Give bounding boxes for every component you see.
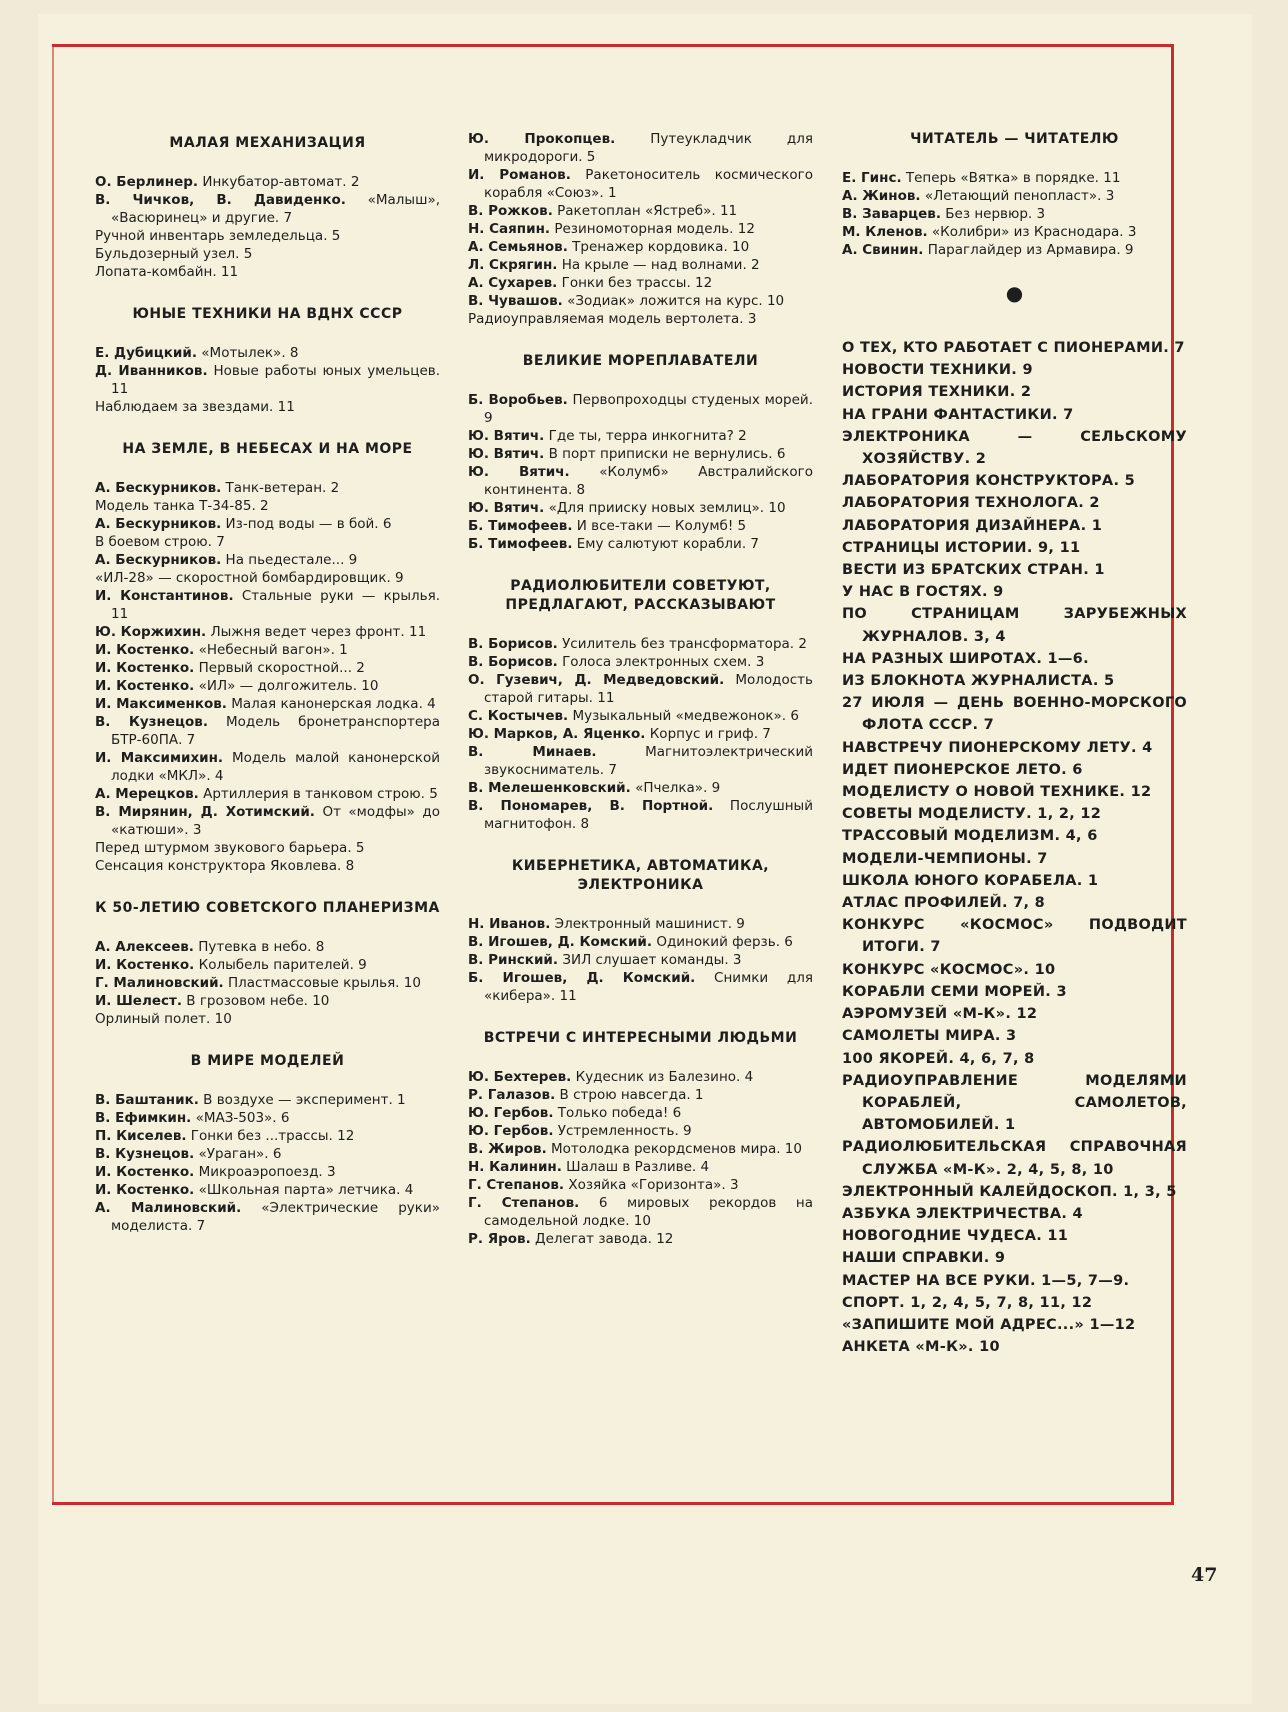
index-entry bbox=[468, 1122, 813, 1140]
entry-title: Ракетоплан «Ястреб». 11 bbox=[557, 203, 738, 219]
entry-author: Г. Малиновский. bbox=[95, 975, 224, 991]
section-entries bbox=[95, 479, 440, 875]
rubric-item: ТРАССОВЫЙ МОДЕЛИЗМ. 4, 6 bbox=[842, 828, 1098, 845]
section-title: МАЛАЯ МЕХАНИЗАЦИЯ bbox=[169, 135, 366, 151]
rubric-item: НАШИ СПРАВКИ. 9 bbox=[842, 1250, 1006, 1267]
index-entry bbox=[468, 427, 813, 445]
section-entries bbox=[95, 173, 440, 281]
rubric-item: МАСТЕР НА ВСЕ РУКИ. 1—5, 7—9. bbox=[842, 1272, 1130, 1289]
entry-author: В. Чичков, В. Давиденко. bbox=[95, 192, 346, 208]
entry-author: Ю. Прокопцев. bbox=[468, 131, 616, 147]
entry-author: Г. Степанов. bbox=[468, 1195, 580, 1211]
entry-author: В. Пономарев, В. Портной. bbox=[468, 798, 714, 814]
entry-author: Н. Калинин. bbox=[468, 1159, 562, 1175]
entry-title: На крыле — над волнами. 2 bbox=[561, 257, 760, 273]
rubric-item: ЭЛЕКТРОННЫЙ КАЛЕЙДОСКОП. 1, 3, 5 bbox=[842, 1183, 1177, 1200]
index-entry bbox=[95, 857, 440, 875]
rubric-item: АНКЕТА «М-К». 10 bbox=[842, 1339, 1000, 1356]
index-entry bbox=[95, 1109, 440, 1127]
rubric-item: НА РАЗНЫХ ШИРОТАХ. 1—6. bbox=[842, 650, 1089, 667]
rubric-list bbox=[842, 337, 1187, 1358]
rubric-item: ПО СТРАНИЦАМ ЗАРУБЕЖНЫХ ЖУРНАЛОВ. 3, 4 bbox=[842, 606, 1187, 645]
index-entry bbox=[842, 187, 1187, 205]
entry-title: Перед штурмом звукового барьера. 5 bbox=[95, 840, 365, 856]
index-entry bbox=[468, 445, 813, 463]
entry-title: Ручной инвентарь земледельца. 5 bbox=[95, 228, 341, 244]
entry-author: Р. Галазов. bbox=[468, 1087, 556, 1103]
section-title: РАДИОЛЮБИТЕЛИ СОВЕТУЮТ, ПРЕДЛАГАЮТ, РАССКАЗЫВАЮТ bbox=[505, 578, 776, 613]
entry-author: Ю. Вятич. bbox=[468, 446, 545, 462]
rubric-item: РАДИОУПРАВЛЕНИЕ МОДЕЛЯМИ КОРАБЛЕЙ, САМОЛЕТОВ, АВТОМОБИЛЕЙ. 1 bbox=[842, 1072, 1187, 1134]
index-entry bbox=[468, 274, 813, 292]
entry-title: Делегат завода. 12 bbox=[535, 1231, 674, 1247]
index-entry bbox=[95, 1163, 440, 1181]
entry-author: Е. Дубицкий. bbox=[95, 345, 197, 361]
entry-title: «ИЛ» — долгожитель. 10 bbox=[198, 678, 379, 694]
frame-left-line bbox=[52, 44, 54, 1504]
index-entry bbox=[95, 749, 440, 785]
entry-title: В строю навсегда. 1 bbox=[559, 1087, 704, 1103]
entry-title: Тренажер кордовика. 10 bbox=[572, 239, 750, 255]
rubric-item: КОРАБЛИ СЕМИ МОРЕЙ. 3 bbox=[842, 983, 1067, 1000]
entry-author: Ю. Вятич. bbox=[468, 500, 545, 516]
entry-title: Из-под воды — в бой. 6 bbox=[225, 516, 392, 532]
entry-author: Б. Тимофеев. bbox=[468, 536, 573, 552]
entry-author: Г. Степанов. bbox=[468, 1177, 565, 1193]
index-entry bbox=[95, 659, 440, 677]
entry-title: 6 мировых рекордов на самодельной лодке. 10 bbox=[484, 1195, 813, 1229]
index-entry bbox=[95, 956, 440, 974]
index-entry bbox=[468, 1158, 813, 1176]
entry-author: Ю. Вятич. bbox=[468, 464, 570, 480]
entry-author: И. Романов. bbox=[468, 167, 571, 183]
entry-author: С. Костычев. bbox=[468, 708, 569, 724]
section-title: ЮНЫЕ ТЕХНИКИ НА ВДНХ СССР bbox=[132, 306, 403, 322]
entry-author: В. Чувашов. bbox=[468, 293, 563, 309]
index-entry bbox=[468, 707, 813, 725]
index-entry bbox=[468, 517, 813, 535]
entry-author: В. Игошев, Д. Комский. bbox=[468, 934, 653, 950]
entry-title: Модель бронетранспортера БТР-60ПА. 7 bbox=[111, 714, 440, 748]
entry-author: И. Костенко. bbox=[95, 642, 195, 658]
entry-author: А. Алексеев. bbox=[95, 939, 194, 955]
entry-author: В. Борисов. bbox=[468, 636, 558, 652]
entry-author: Б. Тимофеев. bbox=[468, 518, 573, 534]
index-entry bbox=[95, 1199, 440, 1235]
section-title: ВСТРЕЧИ С ИНТЕРЕСНЫМИ ЛЮДЬМИ bbox=[483, 1030, 798, 1046]
rubric-item: КОНКУРС «КОСМОС» ПОДВОДИТ ИТОГИ. 7 bbox=[842, 917, 1187, 956]
entry-author: Б. Воробьев. bbox=[468, 392, 568, 408]
entry-author: И. Костенко. bbox=[95, 678, 195, 694]
entry-title: Новые работы юных умельцев. 11 bbox=[111, 363, 441, 397]
index-entry bbox=[95, 695, 440, 713]
entry-author: В. Мелешенковский. bbox=[468, 780, 631, 796]
entry-author: Ю. Бехтерев. bbox=[468, 1069, 572, 1085]
rubric-item: ШКОЛА ЮНОГО КОРАБЕЛА. 1 bbox=[842, 872, 1099, 889]
entry-title: Гонки без ...трассы. 12 bbox=[190, 1128, 355, 1144]
divider-dot: ● bbox=[1005, 281, 1024, 305]
entry-title: Лопата-комбайн. 11 bbox=[95, 264, 239, 280]
rubric-item: 27 ИЮЛЯ — ДЕНЬ ВОЕННО-МОРСКОГО ФЛОТА СССР. 7 bbox=[842, 695, 1187, 734]
section-entries bbox=[95, 344, 440, 416]
rubric-item: АЗБУКА ЭЛЕКТРИЧЕСТВА. 4 bbox=[842, 1205, 1083, 1222]
index-entry bbox=[95, 263, 440, 281]
entry-title: Пластмассовые крылья. 10 bbox=[227, 975, 421, 991]
entry-title: Лыжня ведет через фронт. 11 bbox=[210, 624, 427, 640]
entry-author: И. Максимихин. bbox=[95, 750, 224, 766]
index-entry bbox=[95, 344, 440, 362]
entry-title: Голоса электронных схем. 3 bbox=[562, 654, 765, 670]
entry-author: О. Берлинер. bbox=[95, 174, 199, 190]
rubric-item: 100 ЯКОРЕЙ. 4, 6, 7, 8 bbox=[842, 1050, 1035, 1067]
entry-title: Резиномоторная модель. 12 bbox=[554, 221, 755, 237]
index-entry bbox=[95, 623, 440, 641]
entry-title: «Малыш», «Васюринец» и другие. 7 bbox=[111, 192, 440, 226]
rubric-item: САМОЛЕТЫ МИРА. 3 bbox=[842, 1028, 1017, 1045]
entry-title: Только победа! 6 bbox=[557, 1105, 682, 1121]
index-entry bbox=[468, 1068, 813, 1086]
index-entry bbox=[95, 1010, 440, 1028]
index-entry bbox=[468, 743, 813, 779]
rubric-item: СПОРТ. 1, 2, 4, 5, 7, 8, 11, 12 bbox=[842, 1294, 1093, 1311]
entry-title: Орлиный полет. 10 bbox=[95, 1011, 232, 1027]
entry-author: Ю. Вятич. bbox=[468, 428, 545, 444]
index-entry bbox=[95, 533, 440, 551]
section-title: В МИРЕ МОДЕЛЕЙ bbox=[190, 1053, 345, 1069]
index-entry bbox=[468, 166, 813, 202]
entry-title: Радиоуправляемая модель вертолета. 3 bbox=[468, 311, 757, 327]
section-title: К 50-ЛЕТИЮ СОВЕТСКОГО ПЛАНЕРИЗМА bbox=[95, 900, 440, 916]
entry-author: Е. Гинс. bbox=[842, 170, 902, 186]
index-entry bbox=[468, 797, 813, 833]
entry-title: Послушный магнитофон. 8 bbox=[484, 798, 813, 832]
entry-title: Первый скоростной... 2 bbox=[198, 660, 365, 676]
entry-title: Магнитоэлектрический звукосниматель. 7 bbox=[484, 744, 813, 778]
index-entry bbox=[95, 1091, 440, 1109]
rubric-item: «ЗАПИШИТЕ МОЙ АДРЕС...» 1—12 bbox=[842, 1316, 1136, 1333]
index-entry bbox=[95, 497, 440, 515]
index-entry bbox=[95, 227, 440, 245]
entry-title: Молодость старой гитары. 11 bbox=[484, 672, 813, 706]
index-entry bbox=[468, 933, 813, 951]
entry-title: «Мотылек». 8 bbox=[201, 345, 299, 361]
entry-author: А. Жинов. bbox=[842, 188, 921, 204]
index-entry bbox=[468, 1194, 813, 1230]
section-entries bbox=[468, 130, 813, 328]
entry-author: В. Ефимкин. bbox=[95, 1110, 192, 1126]
entry-title: Наблюдаем за звездами. 11 bbox=[95, 399, 295, 415]
entry-title: Шалаш в Разливе. 4 bbox=[566, 1159, 710, 1175]
section-title: ВЕЛИКИЕ МОРЕПЛАВАТЕЛИ bbox=[522, 353, 759, 369]
index-entry bbox=[95, 515, 440, 533]
rubric-item: ЛАБОРАТОРИЯ ДИЗАЙНЕРА. 1 bbox=[842, 517, 1103, 534]
entry-author: Б. Игошев, Д. Комский. bbox=[468, 970, 696, 986]
section-title: ЧИТАТЕЛЬ — ЧИТАТЕЛЮ bbox=[910, 131, 1119, 147]
index-entry bbox=[468, 391, 813, 427]
entry-title: Теперь «Вятка» в порядке. 11 bbox=[905, 170, 1121, 186]
entry-author: А. Бескурников. bbox=[95, 480, 222, 496]
column-2 bbox=[468, 130, 813, 1272]
entry-author: А. Мерецков. bbox=[95, 786, 199, 802]
rubric-item: НОВОСТИ ТЕХНИКИ. 9 bbox=[842, 362, 1033, 379]
entry-author: В. Жиров. bbox=[468, 1141, 547, 1157]
entry-title: Артиллерия в танковом строю. 5 bbox=[203, 786, 438, 802]
entry-title: «Колибри» из Краснодара. 3 bbox=[931, 224, 1137, 240]
rubric-item: ИДЕТ ПИОНЕРСКОЕ ЛЕТО. 6 bbox=[842, 761, 1083, 778]
entry-author: Л. Скрягин. bbox=[468, 257, 558, 273]
index-entry bbox=[95, 677, 440, 695]
section-entries bbox=[95, 938, 440, 1028]
entry-author: В. Заварцев. bbox=[842, 206, 941, 222]
entry-title: Путевка в небо. 8 bbox=[198, 939, 325, 955]
entry-title: Где ты, терра инкогнита? 2 bbox=[548, 428, 747, 444]
entry-author: И. Шелест. bbox=[95, 993, 182, 1009]
entry-author: Д. Иванников. bbox=[95, 363, 208, 379]
index-entry bbox=[95, 992, 440, 1010]
entry-title: На пьедестале... 9 bbox=[225, 552, 358, 568]
entry-title: Бульдозерный узел. 5 bbox=[95, 246, 253, 262]
entry-author: А. Семьянов. bbox=[468, 239, 568, 255]
entry-title: «Колумб» Австралийского континента. 8 bbox=[484, 464, 813, 498]
index-entry bbox=[95, 641, 440, 659]
index-entry bbox=[468, 779, 813, 797]
entry-title: «ИЛ-28» — скоростной бомбардировщик. 9 bbox=[95, 570, 404, 586]
entry-title: В грозовом небе. 10 bbox=[186, 993, 330, 1009]
section-entries bbox=[468, 1068, 813, 1248]
entry-title: Путеукладчик для микродороги. 5 bbox=[484, 131, 813, 165]
column-1 bbox=[95, 134, 440, 1259]
entry-title: Без нервюр. 3 bbox=[945, 206, 1046, 222]
index-entry bbox=[468, 1140, 813, 1158]
index-entry bbox=[95, 398, 440, 416]
rubric-item: НА ГРАНИ ФАНТАСТИКИ. 7 bbox=[842, 406, 1074, 423]
rubric-item: МОДЕЛИСТУ О НОВОЙ ТЕХНИКЕ. 12 bbox=[842, 784, 1152, 801]
entry-author: И. Костенко. bbox=[95, 1164, 195, 1180]
entry-author: И. Максименков. bbox=[95, 696, 227, 712]
entry-title: Мотолодка рекордсменов мира. 10 bbox=[551, 1141, 802, 1157]
index-entry bbox=[95, 1127, 440, 1145]
entry-author: Ю. Коржихин. bbox=[95, 624, 207, 640]
index-entry bbox=[468, 238, 813, 256]
entry-title: В воздухе — эксперимент. 1 bbox=[203, 1092, 406, 1108]
entry-title: «МАЗ-503». 6 bbox=[195, 1110, 290, 1126]
entry-title: «Ураган». 6 bbox=[198, 1146, 282, 1162]
entry-title: Снимки для «кибера». 11 bbox=[484, 970, 813, 1004]
index-entry bbox=[468, 220, 813, 238]
entry-title: «Небесный вагон». 1 bbox=[198, 642, 348, 658]
entry-title: Параглайдер из Армавира. 9 bbox=[927, 242, 1134, 258]
entry-title: Ему салютуют корабли. 7 bbox=[576, 536, 759, 552]
index-entry bbox=[468, 310, 813, 328]
entry-author: В. Ринский. bbox=[468, 952, 559, 968]
entry-title: В боевом строю. 7 bbox=[95, 534, 225, 550]
entry-author: О. Гузевич, Д. Медведовский. bbox=[468, 672, 725, 688]
rubric-item: НАВСТРЕЧУ ПИОНЕРСКОМУ ЛЕТУ. 4 bbox=[842, 739, 1153, 756]
section-title: КИБЕРНЕТИКА, АВТОМАТИКА, ЭЛЕКТРОНИКА bbox=[511, 858, 770, 893]
index-entry bbox=[95, 1145, 440, 1163]
rubric-item: О ТЕХ, КТО РАБОТАЕТ С ПИОНЕРАМИ. 7 bbox=[842, 340, 1185, 356]
section-entries bbox=[468, 915, 813, 1005]
entry-title: Электронный машинист. 9 bbox=[554, 916, 745, 932]
entry-title: Сенсация конструктора Яковлева. 8 bbox=[95, 858, 355, 874]
section-title: НА ЗЕМЛЕ, В НЕБЕСАХ И НА МОРЕ bbox=[122, 441, 413, 457]
index-entry bbox=[95, 1181, 440, 1199]
index-entry bbox=[468, 725, 813, 743]
rubric-item: КОНКУРС «КОСМОС». 10 bbox=[842, 961, 1056, 978]
index-entry bbox=[468, 951, 813, 969]
section-entries bbox=[95, 1091, 440, 1235]
rubric-item: У НАС В ГОСТЯХ. 9 bbox=[842, 584, 1004, 601]
index-entry bbox=[468, 202, 813, 220]
rubric-item: ИСТОРИЯ ТЕХНИКИ. 2 bbox=[842, 384, 1032, 401]
entry-title: Устремленность. 9 bbox=[557, 1123, 692, 1139]
entry-title: От «модфы» до «катюши». 3 bbox=[111, 804, 440, 838]
index-entry bbox=[468, 535, 813, 553]
rubric-item: МОДЕЛИ-ЧЕМПИОНЫ. 7 bbox=[842, 850, 1048, 867]
entry-author: И. Костенко. bbox=[95, 1182, 195, 1198]
entry-author: В. Мирянин, Д. Хотимский. bbox=[95, 804, 315, 820]
frame-bottom-line bbox=[52, 1502, 1174, 1505]
rubric-item: РАДИОЛЮБИТЕЛЬСКАЯ СПРАВОЧНАЯ СЛУЖБА «М-К». 2, 4, 5, 8, 10 bbox=[842, 1139, 1187, 1178]
entry-author: Ю. Гербов. bbox=[468, 1123, 554, 1139]
entry-author: В. Кузнецов. bbox=[95, 1146, 195, 1162]
entry-author: Н. Иванов. bbox=[468, 916, 551, 932]
index-entry bbox=[95, 245, 440, 263]
entry-author: П. Киселев. bbox=[95, 1128, 187, 1144]
entry-title: Музыкальный «медвежонок». 6 bbox=[572, 708, 799, 724]
index-entry bbox=[468, 292, 813, 310]
rubric-item: ВЕСТИ ИЗ БРАТСКИХ СТРАН. 1 bbox=[842, 562, 1105, 579]
index-entry bbox=[468, 463, 813, 499]
index-entry bbox=[95, 785, 440, 803]
section-entries bbox=[468, 391, 813, 553]
index-entry bbox=[468, 1230, 813, 1248]
entry-title: Первопроходцы студеных морей. 9 bbox=[484, 392, 813, 426]
entry-title: «Пчелка». 9 bbox=[635, 780, 721, 796]
rubric-item: СОВЕТЫ МОДЕЛИСТУ. 1, 2, 12 bbox=[842, 806, 1102, 823]
entry-author: В. Рожков. bbox=[468, 203, 553, 219]
index-entry bbox=[95, 191, 440, 227]
index-entry bbox=[468, 653, 813, 671]
index-entry bbox=[95, 974, 440, 992]
entry-title: ЗИЛ слушает команды. 3 bbox=[562, 952, 742, 968]
index-entry bbox=[468, 969, 813, 1005]
entry-author: А. Бескурников. bbox=[95, 552, 222, 568]
rubric-item: ЛАБОРАТОРИЯ ТЕХНОЛОГА. 2 bbox=[842, 495, 1100, 512]
index-entry bbox=[468, 1104, 813, 1122]
entry-author: Н. Саяпин. bbox=[468, 221, 551, 237]
entry-author: А. Малиновский. bbox=[95, 1200, 242, 1216]
rubric-item: СТРАНИЦЫ ИСТОРИИ. 9, 11 bbox=[842, 539, 1081, 556]
column-3 bbox=[842, 130, 1187, 1358]
entry-title: Стальные руки — крылья. 11 bbox=[111, 588, 440, 622]
page-number: 47 bbox=[1191, 1564, 1218, 1586]
index-entry bbox=[842, 241, 1187, 259]
rubric-item: ЭЛЕКТРОНИКА — СЕЛЬСКОМУ ХОЗЯЙСТВУ. 2 bbox=[842, 428, 1187, 468]
entry-title: И все-таки — Колумб! 5 bbox=[576, 518, 747, 534]
entry-title: «Школьная парта» летчика. 4 bbox=[198, 1182, 414, 1198]
entry-title: Колыбель парителей. 9 bbox=[198, 957, 367, 973]
entry-title: Хозяйка «Горизонта». 3 bbox=[568, 1177, 739, 1193]
entry-title: Инкубатор-автомат. 2 bbox=[202, 174, 360, 190]
entry-author: В. Минаев. bbox=[468, 744, 597, 760]
index-entry bbox=[842, 169, 1187, 187]
entry-title: Малая канонерская лодка. 4 bbox=[231, 696, 436, 712]
index-entry bbox=[95, 173, 440, 191]
entry-author: В. Баштаник. bbox=[95, 1092, 199, 1108]
entry-title: «Электрические руки» моделиста. 7 bbox=[111, 1200, 440, 1234]
entry-title: «Для прииску новых землиц». 10 bbox=[548, 500, 786, 516]
entry-title: Ракетоноситель космического корабля «Союз». 1 bbox=[484, 167, 814, 201]
entry-author: В. Кузнецов. bbox=[95, 714, 208, 730]
index-entry bbox=[468, 671, 813, 707]
entry-title: Усилитель без трансформатора. 2 bbox=[562, 636, 807, 652]
index-entry bbox=[468, 635, 813, 653]
entry-author: И. Константинов. bbox=[95, 588, 234, 604]
entry-title: Одинокий ферзь. 6 bbox=[656, 934, 793, 950]
rubric-item: ЛАБОРАТОРИЯ КОНСТРУКТОРА. 5 bbox=[842, 473, 1136, 490]
frame-top-line bbox=[52, 44, 1172, 47]
magazine-page bbox=[38, 14, 1252, 1704]
entry-author: В. Борисов. bbox=[468, 654, 558, 670]
index-entry bbox=[468, 499, 813, 517]
index-entry bbox=[842, 223, 1187, 241]
index-entry bbox=[468, 915, 813, 933]
entry-title: Танк-ветеран. 2 bbox=[225, 480, 340, 496]
entry-title: В порт приписки не вернулись. 6 bbox=[548, 446, 786, 462]
index-entry bbox=[95, 362, 440, 398]
entry-author: Ю. Гербов. bbox=[468, 1105, 554, 1121]
entry-author: И. Костенко. bbox=[95, 957, 195, 973]
rubric-item: НОВОГОДНИЕ ЧУДЕСА. 11 bbox=[842, 1228, 1069, 1245]
index-entry bbox=[95, 803, 440, 839]
index-entry bbox=[842, 205, 1187, 223]
index-entry bbox=[468, 256, 813, 274]
entry-title: Корпус и гриф. 7 bbox=[649, 726, 771, 742]
entry-author: Ю. Марков, А. Яценко. bbox=[468, 726, 646, 742]
entry-title: Модель танка Т-34-85. 2 bbox=[95, 498, 269, 514]
entry-author: М. Кленов. bbox=[842, 224, 928, 240]
entry-author: Р. Яров. bbox=[468, 1231, 531, 1247]
index-entry bbox=[95, 938, 440, 956]
entry-title: Кудесник из Балезино. 4 bbox=[575, 1069, 754, 1085]
entry-title: Гонки без трассы. 12 bbox=[561, 275, 713, 291]
rubric-item: АТЛАС ПРОФИЛЕЙ. 7, 8 bbox=[842, 895, 1046, 912]
entry-author: А. Бескурников. bbox=[95, 516, 222, 532]
rubric-item: АЭРОМУЗЕЙ «М-К». 12 bbox=[842, 1006, 1038, 1023]
index-entry bbox=[95, 569, 440, 587]
rubric-item: ИЗ БЛОКНОТА ЖУРНАЛИСТА. 5 bbox=[842, 673, 1115, 690]
entry-title: Модель малой канонерской лодки «МКЛ». 4 bbox=[111, 750, 440, 784]
entry-title: Микроаэропоезд. 3 bbox=[198, 1164, 336, 1180]
index-entry bbox=[95, 479, 440, 497]
section-entries bbox=[468, 635, 813, 833]
index-entry bbox=[468, 1086, 813, 1104]
entry-author: А. Сухарев. bbox=[468, 275, 558, 291]
index-entry bbox=[95, 713, 440, 749]
entry-title: «Летающий пенопласт». 3 bbox=[924, 188, 1115, 204]
index-entry bbox=[95, 839, 440, 857]
entry-title: «Зодиак» ложится на курс. 10 bbox=[567, 293, 785, 309]
index-entry bbox=[95, 551, 440, 569]
index-entry bbox=[468, 1176, 813, 1194]
entry-author: И. Костенко. bbox=[95, 660, 195, 676]
entry-author: А. Свинин. bbox=[842, 242, 924, 258]
index-entry bbox=[468, 130, 813, 166]
section-entries bbox=[842, 169, 1187, 259]
index-entry bbox=[95, 587, 440, 623]
